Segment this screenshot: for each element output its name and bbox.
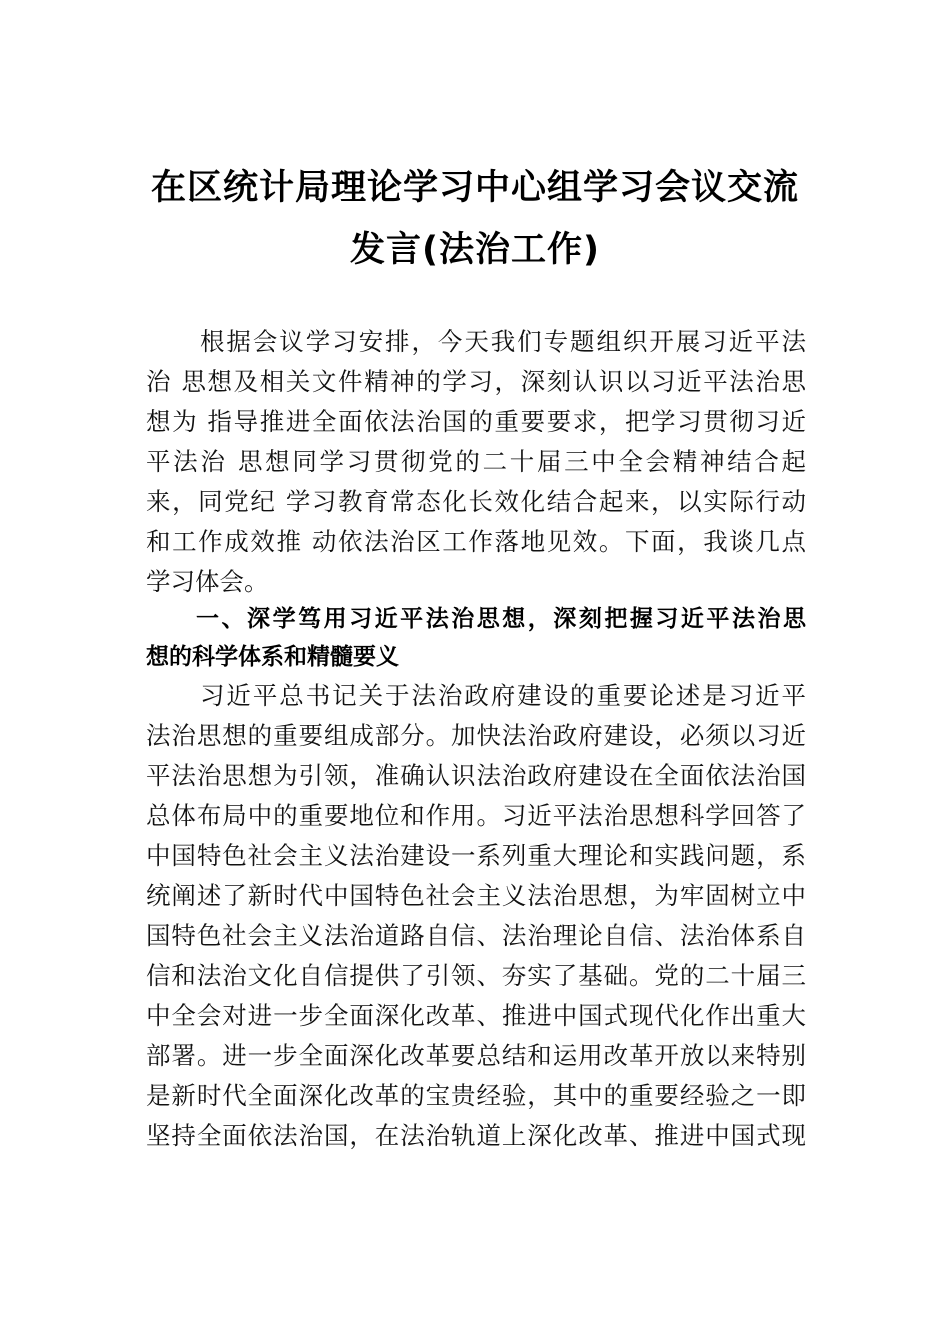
paragraph-1-line: 根据会议学习安排，今天我们专题组织开展习近平法: [200, 327, 806, 356]
paragraph-2-line: 总体布局中的重要地位和作用。习近平法治思想科学回答了: [146, 801, 806, 830]
paragraph-2-line: 平法治思想为引领，准确认识法治政府建设在全面依法治国: [146, 761, 806, 790]
paragraph-2-line: 坚持全面依法治国，在法治轨道上深化改革、推进中国式现: [146, 1121, 806, 1150]
section-heading-line: 想的科学体系和精髓要义: [146, 644, 399, 670]
paragraph-2-line: 信和法治文化自信提供了引领、夯实了基础。党的二十届三: [146, 961, 806, 990]
paragraph-2-line: 中国特色社会主义法治建设一系列重大理论和实践问题，系: [146, 841, 806, 870]
paragraph-1-line: 来，同党纪 学习教育常态化长效化结合起来，以实际行动: [146, 487, 806, 516]
document-title-line-1: 在区统计局理论学习中心组学习会议交流: [150, 168, 799, 208]
paragraph-2-line: 法治思想的重要组成部分。加快法治政府建设，必须以习近: [146, 721, 806, 750]
paragraph-2-line: 习近平总书记关于法治政府建设的重要论述是习近平: [200, 681, 806, 710]
paragraph-2-line: 中全会对进一步全面深化改革、推进中国式现代化作出重大: [146, 1001, 806, 1030]
paragraph-2-line: 部署。进一步全面深化改革要总结和运用改革开放以来特别: [146, 1041, 806, 1070]
paragraph-1-line: 学习体会。: [146, 567, 269, 596]
paragraph-2-line: 统阐述了新时代中国特色社会主义法治思想，为牢固树立中: [146, 881, 806, 910]
document-title-line-2: 发言(法治工作): [350, 230, 600, 270]
paragraph-1-line: 治 思想及相关文件精神的学习，深刻认识以习近平法治思: [146, 367, 806, 396]
paragraph-2-line: 是新时代全面深化改革的宝贵经验，其中的重要经验之一即: [146, 1081, 806, 1110]
paragraph-1-line: 和工作成效推 动依法治区工作落地见效。下面，我谈几点: [146, 527, 806, 556]
paragraph-1-line: 想为 指导推进全面依法治国的重要要求，把学习贯彻习近: [146, 407, 806, 436]
paragraph-1-line: 平法治 思想同学习贯彻党的二十届三中全会精神结合起: [146, 447, 806, 476]
paragraph-2-line: 国特色社会主义法治道路自信、法治理论自信、法治体系自: [146, 921, 806, 950]
section-heading-line: 一、深学笃用习近平法治思想，深刻把握习近平法治思: [196, 606, 806, 632]
